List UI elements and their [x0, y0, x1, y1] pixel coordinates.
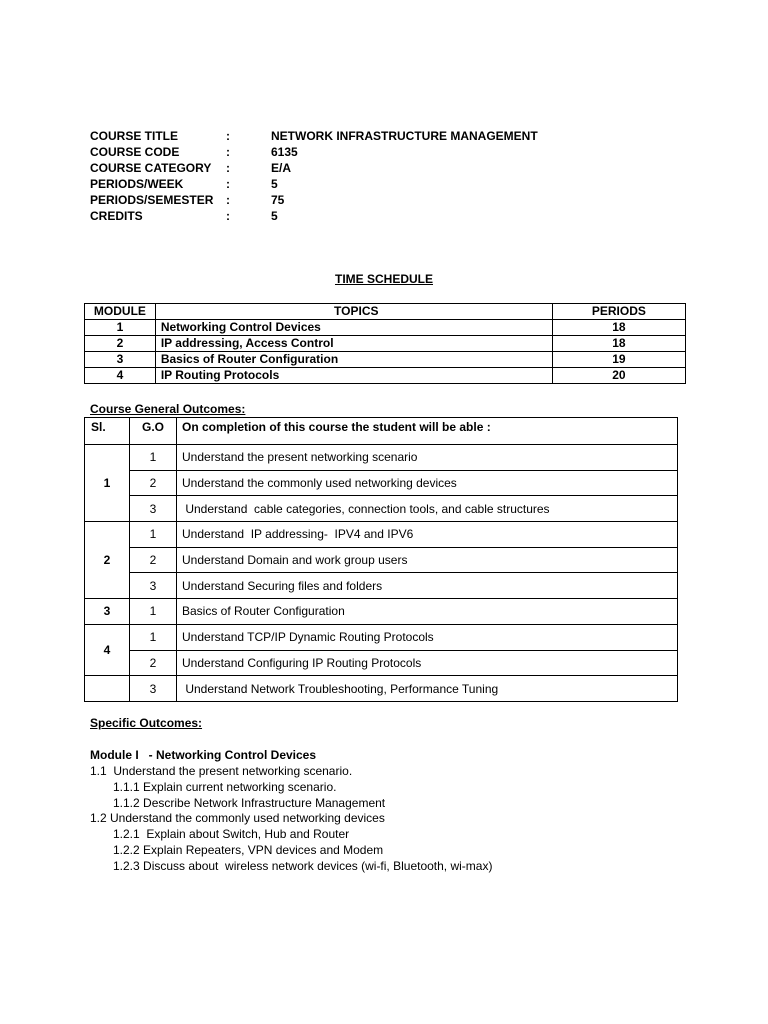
- periods-week-label: PERIODS/WEEK: [90, 177, 184, 191]
- outcome-header: On completion of this course the student will be able :: [177, 418, 678, 445]
- sl-cell: 3: [85, 599, 130, 625]
- table-row: [85, 547, 678, 573]
- table-row: [85, 650, 678, 676]
- course-info-row: [90, 128, 690, 144]
- list-item: 1.1.1 Explain current networking scenario.: [113, 779, 337, 794]
- table-row: [85, 522, 678, 548]
- outcome-cell: Understand Securing files and folders: [177, 573, 678, 599]
- list-item: 1.1 Understand the present networking scenario.: [90, 764, 353, 778]
- outcome-cell: Understand Network Troubleshooting, Performance Tuning: [177, 676, 678, 702]
- course-category-label: COURSE CATEGORY: [90, 161, 212, 175]
- table-row: [85, 470, 678, 496]
- periods-semester-value: 75: [271, 193, 285, 207]
- course-info-row: [90, 176, 690, 192]
- go-header: G.O: [130, 418, 177, 445]
- topics-header: TOPICS: [155, 304, 552, 320]
- table-row: [85, 320, 686, 336]
- periods-week-value: 5: [271, 177, 278, 191]
- list-item: 1.2.3 Discuss about wireless network devices (wi-fi, Bluetooth, wi-max): [113, 858, 493, 873]
- outcome-cell: Understand cable categories, connection tools, and cable structures: [177, 496, 678, 522]
- periods-cell: 19: [552, 352, 685, 368]
- list-item: 1.2.2 Explain Repeaters, VPN devices and Modem: [113, 842, 384, 857]
- time-schedule-heading: TIME SCHEDULE: [334, 272, 433, 286]
- go-cell: 3: [130, 676, 177, 702]
- topic-cell: Networking Control Devices: [155, 320, 552, 336]
- colon: :: [226, 177, 230, 191]
- course-info-row: [90, 192, 690, 208]
- periods-cell: 18: [552, 336, 685, 352]
- topic-cell: IP addressing, Access Control: [155, 336, 552, 352]
- general-outcomes-heading: Course General Outcomes:: [90, 402, 246, 416]
- go-cell: 1: [130, 522, 177, 548]
- outcome-cell: Basics of Router Configuration: [177, 599, 678, 625]
- sl-cell: [85, 676, 130, 702]
- outcome-cell: Understand Domain and work group users: [177, 547, 678, 573]
- module-cell: 2: [85, 336, 156, 352]
- go-cell: 1: [130, 624, 177, 650]
- outcome-cell: Understand Configuring IP Routing Protocols: [177, 650, 678, 676]
- periods-cell: 20: [552, 368, 685, 384]
- table-row: [85, 624, 678, 650]
- go-cell: 1: [130, 445, 177, 471]
- outcome-cell: Understand IP addressing- IPV4 and IPV6: [177, 522, 678, 548]
- table-header-row: [85, 304, 686, 320]
- sl-cell: 1: [85, 445, 130, 522]
- time-schedule-table: [84, 303, 686, 384]
- sl-cell: 4: [85, 624, 130, 675]
- module-cell: 4: [85, 368, 156, 384]
- module-cell: 3: [85, 352, 156, 368]
- colon: :: [226, 129, 230, 143]
- outcome-cell: Understand TCP/IP Dynamic Routing Protocols: [177, 624, 678, 650]
- colon: :: [226, 193, 230, 207]
- module-header: MODULE: [85, 304, 156, 320]
- module-cell: 1: [85, 320, 156, 336]
- course-category-value: E/A: [271, 161, 292, 175]
- credits-value: 5: [271, 209, 278, 223]
- colon: :: [226, 209, 230, 223]
- table-row: [85, 336, 686, 352]
- table-row: [85, 599, 678, 625]
- course-title-label: COURSE TITLE: [90, 129, 179, 143]
- periods-header: PERIODS: [552, 304, 685, 320]
- course-code-label: COURSE CODE: [90, 145, 180, 159]
- table-row: [85, 352, 686, 368]
- module-heading: Module I - Networking Control Devices: [90, 748, 317, 762]
- specific-outcomes-list: [90, 764, 492, 875]
- course-info-row: [90, 208, 690, 224]
- list-item: 1.2.1 Explain about Switch, Hub and Router: [113, 827, 350, 842]
- topic-cell: IP Routing Protocols: [155, 368, 552, 384]
- course-code-value: 6135: [271, 145, 298, 159]
- go-cell: 1: [130, 599, 177, 625]
- go-cell: 2: [130, 650, 177, 676]
- sl-header: Sl.: [85, 418, 130, 445]
- course-info-row: [90, 144, 690, 160]
- table-row: [85, 445, 678, 471]
- outcome-cell: Understand the commonly used networking devices: [177, 470, 678, 496]
- go-cell: 3: [130, 496, 177, 522]
- table-row: [85, 368, 686, 384]
- credits-label: CREDITS: [90, 209, 143, 223]
- colon: :: [226, 161, 230, 175]
- periods-semester-label: PERIODS/SEMESTER: [90, 193, 214, 207]
- specific-outcomes-heading: Specific Outcomes:: [90, 716, 203, 730]
- go-cell: 3: [130, 573, 177, 599]
- course-info-row: [90, 160, 690, 176]
- list-item: 1.2 Understand the commonly used networking devices: [90, 811, 385, 826]
- periods-cell: 18: [552, 320, 685, 336]
- go-cell: 2: [130, 470, 177, 496]
- outcome-cell: Understand the present networking scenario: [177, 445, 678, 471]
- table-header-row: [85, 418, 678, 445]
- table-row: [85, 573, 678, 599]
- table-row: [85, 676, 678, 702]
- list-item: 1.1.2 Describe Network Infrastructure Management: [113, 795, 386, 810]
- go-cell: 2: [130, 547, 177, 573]
- colon: :: [226, 145, 230, 159]
- sl-cell: 2: [85, 522, 130, 599]
- course-title-value: NETWORK INFRASTRUCTURE MANAGEMENT: [271, 129, 538, 143]
- course-info: [90, 128, 690, 224]
- table-row: [85, 496, 678, 522]
- topic-cell: Basics of Router Configuration: [155, 352, 552, 368]
- general-outcomes-table: [84, 417, 678, 702]
